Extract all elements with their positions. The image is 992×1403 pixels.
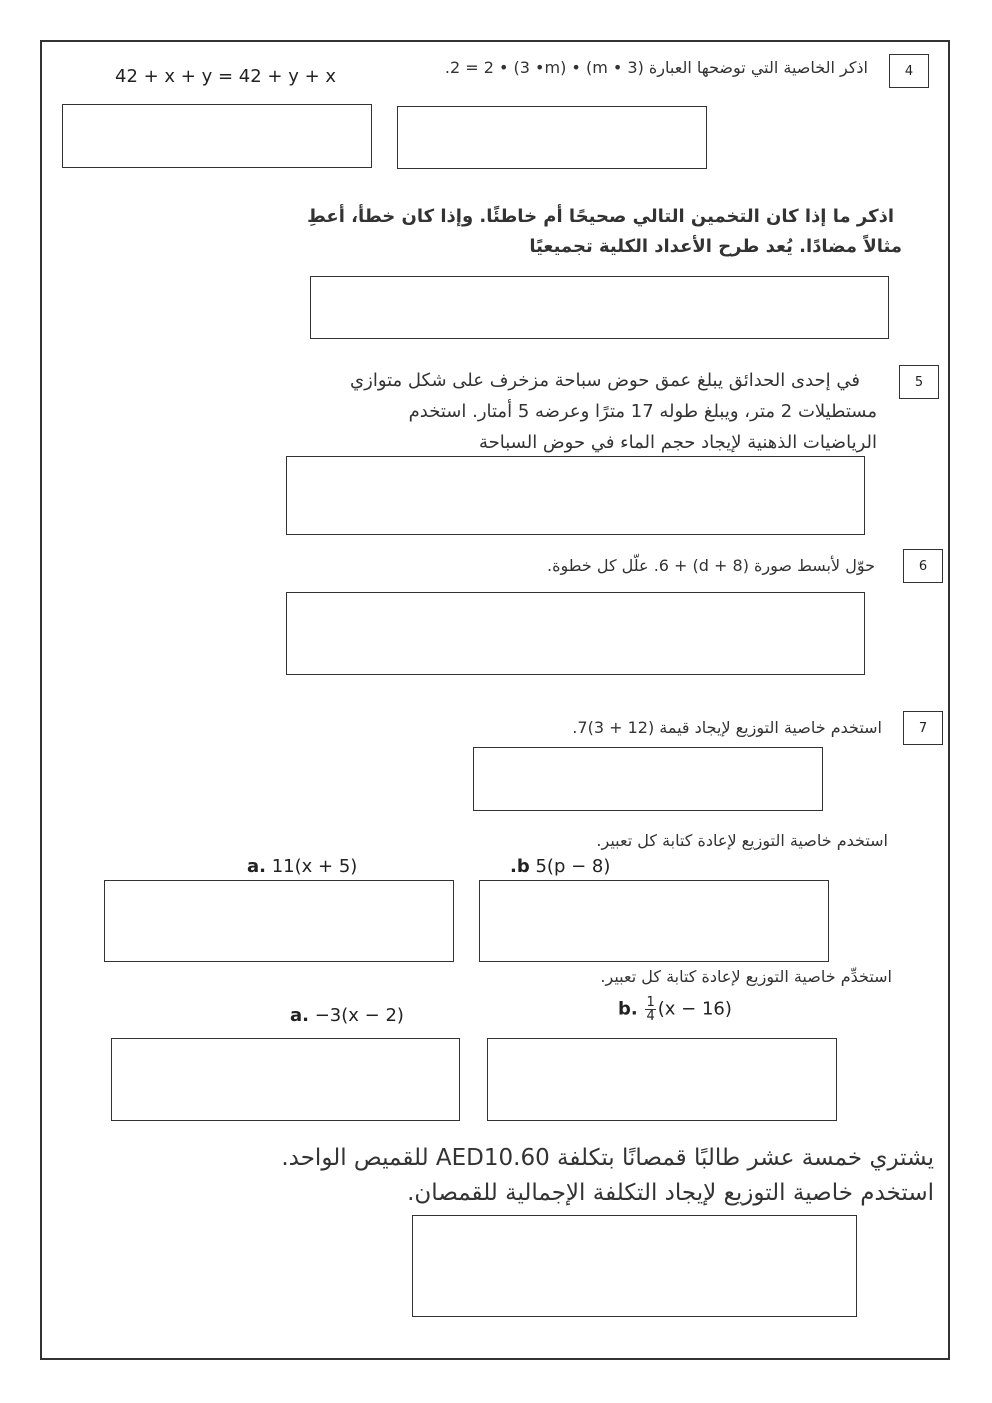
part-b-expression: (x − 16)	[657, 998, 732, 1020]
q5-prompt-line3: الرياضيات الذهنية لإيجاد حجم الماء في حوض السباحة	[478, 432, 877, 453]
q5-prompt-line1: في إحدى الحدائق يبلغ عمق حوض سباحة مزخرف على شكل متوازي	[350, 370, 860, 391]
question-number-label: 5	[914, 374, 924, 390]
answer-box-q6[interactable]	[286, 592, 865, 675]
rewrite1-part-a	[247, 856, 357, 877]
part-b-expression: 5(p − 8)	[535, 856, 611, 877]
q4-expression: 42 + x + y = 42 + y + x	[115, 66, 337, 87]
question-number-label: 4	[904, 63, 914, 79]
q5-prompt-line2: مستطيلات 2 متر، ويبلغ طوله 17 مترًا وعرضه 5 أمتار. استخدم	[408, 401, 877, 422]
conjecture-prompt-line2: مثالاً مضادًا. يُعد طرح الأعداد الكلية تجميعيًا	[529, 236, 902, 257]
answer-box-rewrite1-a[interactable]	[104, 880, 454, 962]
conjecture-prompt-line1: اذكر ما إذا كان التخمين التالي صحيحًا أم خاطئًا. وإذا كان خطأ، أعطِ	[307, 206, 894, 227]
rewrite1-part-b	[510, 856, 610, 877]
shirts-prompt-line2: استخدم خاصية التوزيع لإيجاد التكلفة الإجمالية للقمصان.	[407, 1180, 934, 1206]
answer-box-q5[interactable]	[286, 456, 865, 535]
part-a-label: a.	[247, 856, 266, 877]
part-b-label: b.	[618, 998, 638, 1020]
rewrite2-prompt: استخدِّم خاصية التوزيع لإعادة كتابة كل تعبير.	[600, 967, 892, 986]
part-a-expression: −3(x − 2)	[314, 1005, 404, 1026]
question-number-4	[889, 54, 929, 88]
q6-prompt: حوّل لأبسط صورة (d + 8) + 6. علّل كل خطوة.	[546, 556, 875, 575]
question-number-5	[899, 365, 939, 399]
part-a-label: a.	[290, 1005, 309, 1026]
answer-box-rewrite2-b[interactable]	[487, 1038, 837, 1121]
answer-box-q4[interactable]	[397, 106, 707, 169]
answer-box-rewrite2-a[interactable]	[111, 1038, 460, 1121]
answer-box-conjecture[interactable]	[310, 276, 889, 339]
fraction-numerator: 1	[646, 995, 655, 1010]
rewrite2-part-b	[618, 996, 732, 1023]
part-a-expression: 11(x + 5)	[271, 856, 358, 877]
answer-box-shirts[interactable]	[412, 1215, 857, 1317]
question-number-label: 6	[918, 558, 928, 574]
question-number-6	[903, 549, 943, 583]
question-number-label: 7	[918, 720, 928, 736]
answer-box-q4-expression[interactable]	[62, 104, 372, 168]
rewrite1-prompt: استخدم خاصية التوزيع لإعادة كتابة كل تعبير.	[596, 831, 888, 850]
answer-box-q7[interactable]	[473, 747, 823, 811]
shirts-prompt-line1: يشتري خمسة عشر طالبًا قمصانًا بتكلفة AED10.60 للقميص الواحد.	[281, 1145, 934, 1171]
fraction-denominator: 4	[646, 1009, 655, 1024]
rewrite2-part-a	[290, 1005, 404, 1026]
q4-prompt: اذكر الخاصية التي توضحها العبارة (3 • m) • 2 = 2 • (3 •m).	[444, 58, 868, 77]
answer-box-rewrite1-b[interactable]	[479, 880, 829, 962]
question-number-7	[903, 711, 943, 745]
fraction-one-quarter	[645, 996, 655, 1023]
q7-prompt: استخدم خاصية التوزيع لإيجاد قيمة (12 + 3)7.	[572, 718, 882, 737]
part-b-label: .b	[510, 856, 530, 877]
